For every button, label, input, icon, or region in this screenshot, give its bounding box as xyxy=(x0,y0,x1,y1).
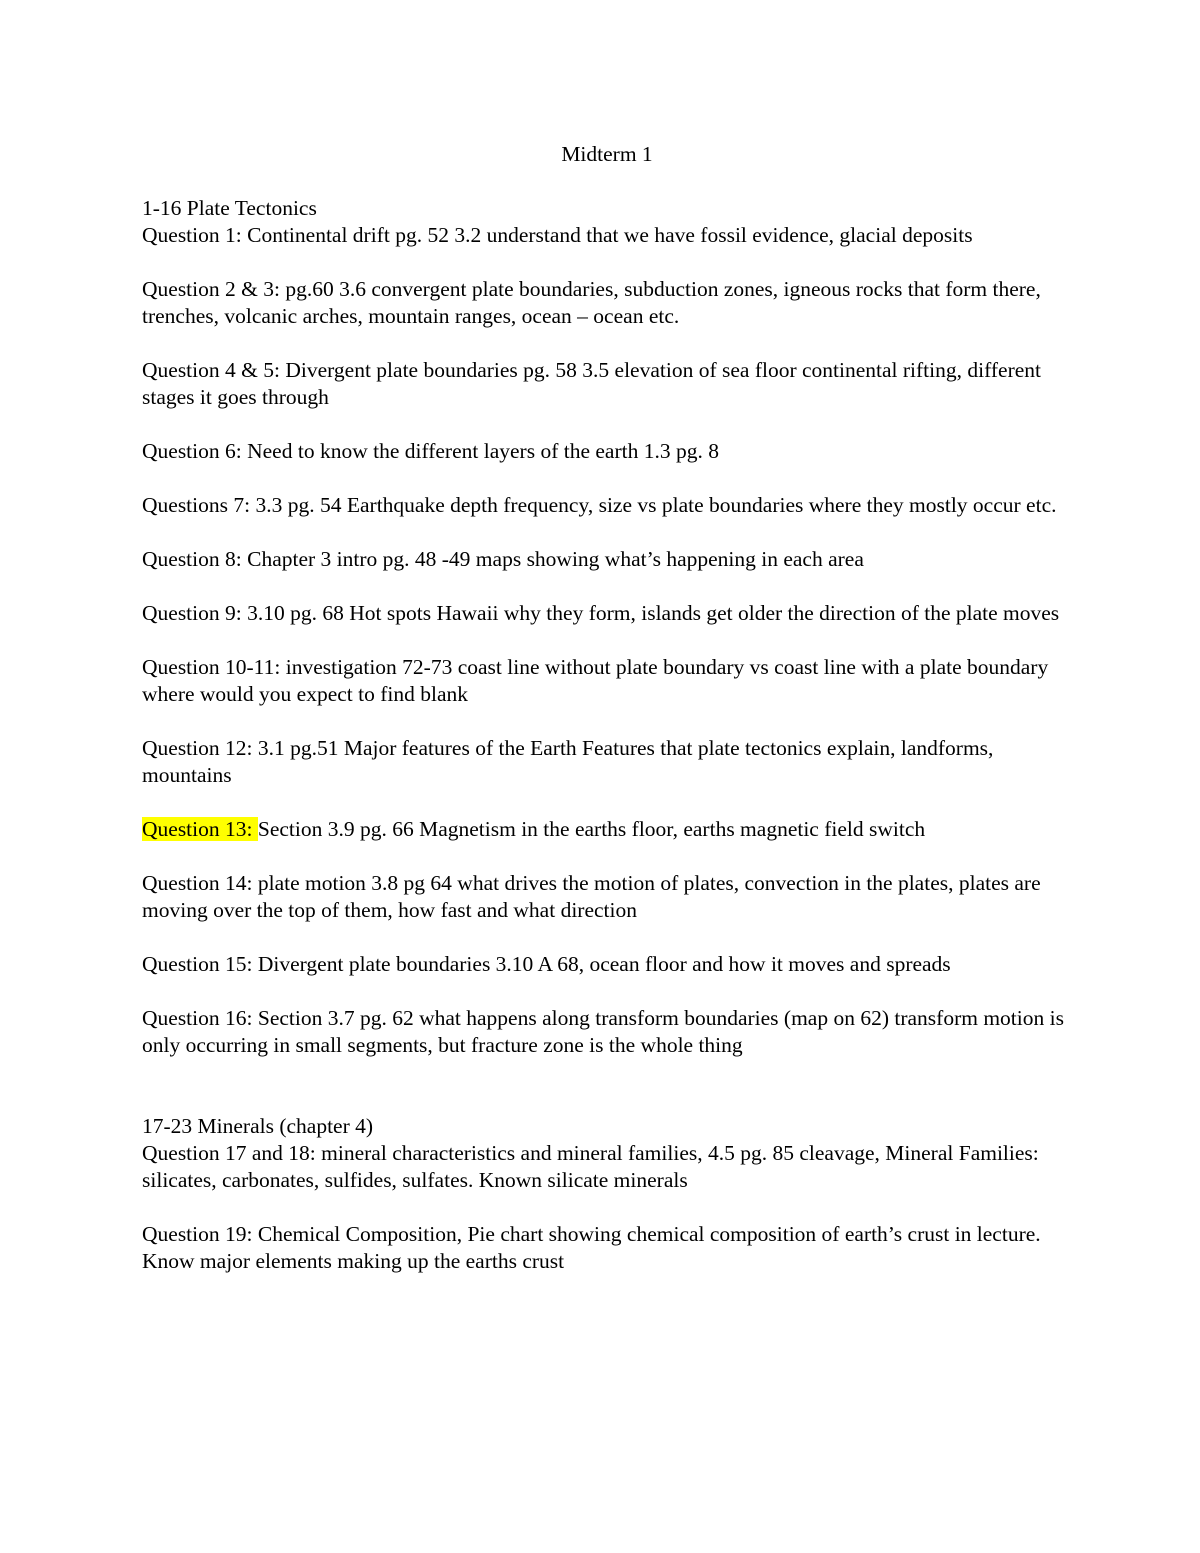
question-text: 3.10 pg. 68 Hot spots Hawaii why they form, islands get older the direction of the plate moves xyxy=(241,601,1060,625)
section-spacer xyxy=(142,1086,1072,1113)
question-8 xyxy=(142,546,1072,573)
question-label: Question 12: xyxy=(142,736,253,760)
question-label: Question 14: xyxy=(142,871,253,895)
question-label: Question 6: xyxy=(142,439,242,463)
question-19 xyxy=(142,1221,1072,1275)
question-text: Divergent plate boundaries 3.10 A 68, ocean floor and how it moves and spreads xyxy=(252,952,951,976)
question-text: plate motion 3.8 pg 64 what drives the motion of plates, convection in the plates, plates are moving over the top of them, how fast and what direction xyxy=(142,871,1041,922)
question-9 xyxy=(142,600,1072,627)
question-text: 3.3 pg. 54 Earthquake depth frequency, size vs plate boundaries where they mostly occur etc. xyxy=(250,493,1057,517)
section-heading-minerals: 17-23 Minerals (chapter 4) xyxy=(142,1114,374,1138)
question-text: Continental drift pg. 52 3.2 understand that we have fossil evidence, glacial deposits xyxy=(241,223,973,247)
question-14 xyxy=(142,870,1072,924)
question-label: Question 9: xyxy=(142,601,242,625)
question-15 xyxy=(142,951,1072,978)
question-label: Question 15: xyxy=(142,952,253,976)
question-12 xyxy=(142,735,1072,789)
section-heading-plate-tectonics: 1-16 Plate Tectonics xyxy=(142,196,317,220)
question-10-11 xyxy=(142,654,1072,708)
question-label: Question 16: xyxy=(142,1006,253,1030)
question-label: Question 4 & 5: xyxy=(142,358,280,382)
question-text: Chemical Composition, Pie chart showing chemical composition of earth’s crust in lecture. Know major elements making up the earths crust xyxy=(142,1222,1041,1273)
question-6 xyxy=(142,438,1072,465)
question-text: investigation 72-73 coast line without plate boundary vs coast line with a plate boundary where would you expect to find blank xyxy=(142,655,1049,706)
question-1 xyxy=(142,222,1072,249)
question-text: pg.60 3.6 convergent plate boundaries, subduction zones, igneous rocks that form there, trenches, volcanic arches, mountain ranges, ocean – ocean etc. xyxy=(142,277,1041,328)
question-text: mineral characteristics and mineral families, 4.5 pg. 85 cleavage, Mineral Families: silicates, carbonates, sulfides, sulfates. Known silicate minerals xyxy=(142,1141,1039,1192)
question-text: Section 3.9 pg. 66 Magnetism in the earths floor, earths magnetic field switch xyxy=(257,817,926,841)
question-2-3 xyxy=(142,276,1072,330)
question-label-highlighted: Question 13: xyxy=(142,817,258,841)
question-label: Questions 7: xyxy=(142,493,251,517)
question-text: Divergent plate boundaries pg. 58 3.5 elevation of sea floor continental rifting, different stages it goes through xyxy=(142,358,1042,409)
question-label: Question 19: xyxy=(142,1222,253,1246)
question-text: Section 3.7 pg. 62 what happens along transform boundaries (map on 62) transform motion is only occurring in small segments, but fracture zone is the whole thing xyxy=(142,1006,1064,1057)
question-label: Question 10-11: xyxy=(142,655,281,679)
question-text: 3.1 pg.51 Major features of the Earth Features that plate tectonics explain, landforms, mountains xyxy=(142,736,994,787)
question-text: Need to know the different layers of the earth 1.3 pg. 8 xyxy=(241,439,719,463)
question-text: Chapter 3 intro pg. 48 -49 maps showing what’s happening in each area xyxy=(241,547,864,571)
question-7 xyxy=(142,492,1072,519)
question-4-5 xyxy=(142,357,1072,411)
document-body xyxy=(142,141,1072,1302)
question-17-18 xyxy=(142,1140,1072,1194)
document-title: Midterm 1 xyxy=(561,142,653,166)
question-label: Question 8: xyxy=(142,547,242,571)
question-label: Question 17 and 18: xyxy=(142,1141,316,1165)
question-label: Question 1: xyxy=(142,223,242,247)
question-label: Question 2 & 3: xyxy=(142,277,280,301)
question-13 xyxy=(142,816,1072,843)
question-16 xyxy=(142,1005,1072,1059)
